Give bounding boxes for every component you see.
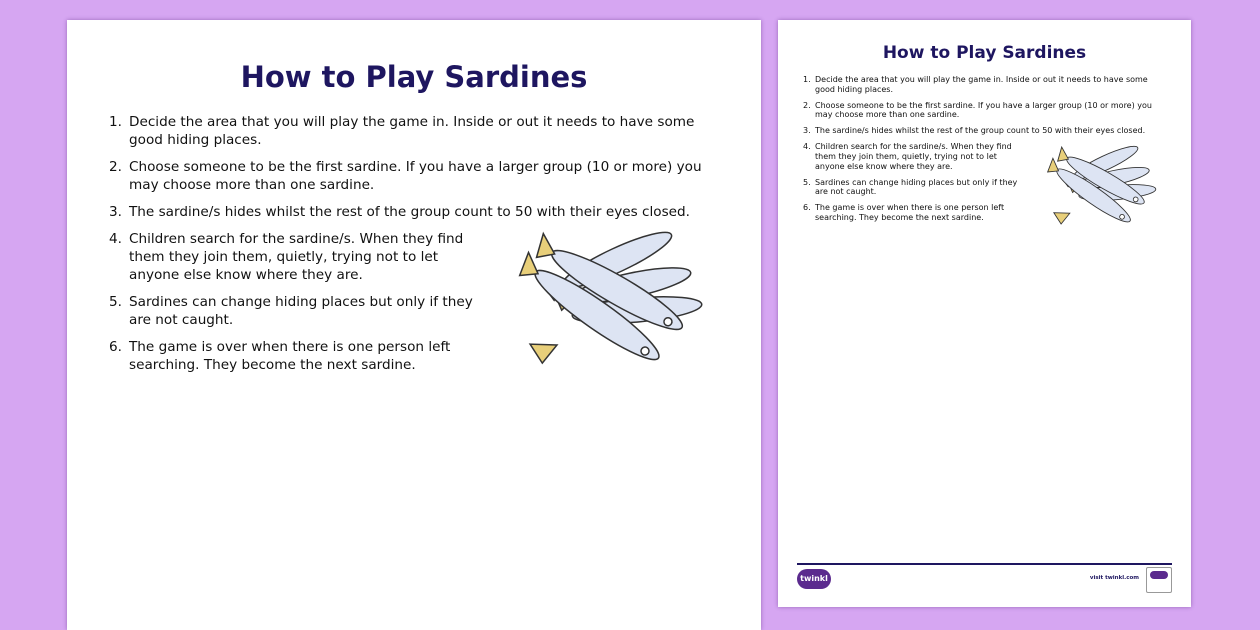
list-item: 6. The game is over when there is one person left searching. They become the next sardine. bbox=[803, 203, 1005, 223]
badge-icon bbox=[1146, 567, 1172, 593]
page-title: How to Play Sardines bbox=[882, 43, 1087, 63]
list-item: 4. Children search for the sardine/s. When they find them they join them, quietly, trying not to let anyone else know where they are. bbox=[109, 231, 464, 283]
list-item: 2. Choose someone to be the first sardine. If you have a larger group (10 or more) you may choose more than one sardine. bbox=[109, 159, 702, 193]
list-item: 1. Decide the area that you will play the game in. Inside or out it needs to have some good hiding places. bbox=[109, 114, 695, 148]
sardines-illustration bbox=[1034, 139, 1165, 234]
list-item: 4. Children search for the sardine/s. When they find them they join them, quietly, trying not to let anyone else know where they are. bbox=[803, 142, 1012, 171]
twinkl-logo[interactable]: twinkl bbox=[797, 569, 831, 589]
footer-divider bbox=[797, 563, 1172, 565]
list-item: 3. The sardine/s hides whilst the rest of the group count to 50 with their eyes closed. bbox=[109, 204, 690, 220]
list-item: 1. Decide the area that you will play the game in. Inside or out it needs to have some good hiding places. bbox=[803, 75, 1148, 94]
list-item: 2. Choose someone to be the first sardine. If you have a larger group (10 or more) you may choose more than one sardine. bbox=[803, 100, 1152, 120]
document-page-large bbox=[67, 20, 761, 630]
page-title: How to Play Sardines bbox=[240, 60, 588, 94]
sardines-illustration bbox=[497, 220, 717, 380]
list-item: 5. Sardines can change hiding places but only if they are not caught. bbox=[803, 177, 1018, 197]
document-page-thumbnail bbox=[778, 20, 1191, 607]
list-item: 3. The sardine/s hides whilst the rest of the group count to 50 with their eyes closed. bbox=[803, 126, 1146, 136]
list-item: 6. The game is over when there is one person left searching. They become the next sardine. bbox=[109, 339, 451, 373]
list-item: 5. Sardines can change hiding places but only if they are not caught. bbox=[109, 294, 473, 328]
visit-link[interactable]: visit twinkl.com bbox=[1089, 575, 1139, 581]
